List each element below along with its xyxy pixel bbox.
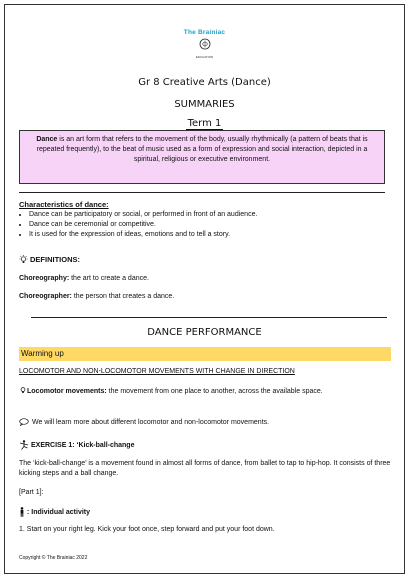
locomotor-term: Locomotor movements: <box>27 388 107 395</box>
definitions-heading <box>19 255 80 264</box>
definition-choreography <box>19 275 149 282</box>
brainiac-logo <box>5 29 404 59</box>
exercise-description: The ‘kick-ball-change’ is a movement found in almost all forms of dance, from ballet to tap to hip-hop. It consists of three kicking steps and a ball change. <box>19 460 391 477</box>
characteristics-list <box>19 210 257 240</box>
definitions-title: DEFINITIONS: <box>30 255 80 264</box>
locomotor-definition <box>19 386 391 397</box>
person-icon <box>19 507 25 517</box>
copyright: Copyright © The Brainiac 2022 <box>19 555 88 561</box>
term-label: Term 1 <box>187 118 222 129</box>
document-title: Gr 8 Creative Arts (Dance) <box>138 77 271 88</box>
speech-bubble-icon <box>19 418 29 426</box>
dance-term: Dance <box>36 136 58 143</box>
individual-activity <box>19 507 90 517</box>
locomotor-def-text: the movement from one place to another, across the available space. <box>106 388 323 395</box>
characteristics-title: Characteristics of dance: <box>19 200 109 209</box>
dance-definition-box <box>19 130 385 184</box>
choreography-definition: the art to create a dance. <box>69 275 149 282</box>
list-item: • Dance can be ceremonial or competitive. <box>29 220 257 230</box>
choreographer-term: Choreographer: <box>19 293 72 300</box>
document-page <box>4 4 405 574</box>
individual-activity-text: : Individual activity <box>27 508 91 516</box>
lightbulb-icon <box>19 255 28 264</box>
lightbulb-icon <box>19 386 27 394</box>
dance-performance-title: DANCE PERFORMANCE <box>147 327 262 338</box>
summaries-heading: SUMMARIES <box>174 99 235 110</box>
definition-choreographer <box>19 293 174 300</box>
logo-title: The Brainiac <box>183 29 226 36</box>
choreographer-definition: the person that creates a dance. <box>71 293 175 300</box>
part-label: [Part 1]: <box>19 489 44 496</box>
divider <box>19 192 385 193</box>
logo-subtitle: EDUCATION <box>195 55 214 59</box>
locomotor-section-title: LOCOMOTOR AND NON-LOCOMOTOR MOVEMENTS WITH CHANGE IN DIRECTION <box>19 368 295 375</box>
term-heading <box>5 118 404 129</box>
list-item: • It is used for the expression of ideas, emotions and to tell a story. <box>29 230 257 240</box>
dancer-icon <box>19 440 29 450</box>
list-item: • Dance can be participatory or social, or performed in front of an audience. <box>29 210 257 220</box>
learn-note <box>19 418 269 426</box>
exercise-title: EXERCISE 1: ‘Kick-ball-change <box>31 441 135 449</box>
brain-logo-icon <box>199 38 211 50</box>
dance-definition: is an art form that refers to the movement of the body, usually rhythmically (a pattern of beats that is repeated frequently), to the beat of music used as a form of expression and social interaction, depicted in a spiritual, religious or executive environment. <box>36 136 368 163</box>
step-1: 1. Start on your right leg. Kick your foot once, step forward and put your foot down. <box>19 526 275 533</box>
choreography-term: Choreography: <box>19 275 70 282</box>
exercise-heading <box>19 440 134 450</box>
warmup-banner: Warming up <box>19 347 391 361</box>
learn-note-text: We will learn more about different locomotor and non-locomotor movements. <box>32 418 270 426</box>
divider <box>31 317 387 318</box>
